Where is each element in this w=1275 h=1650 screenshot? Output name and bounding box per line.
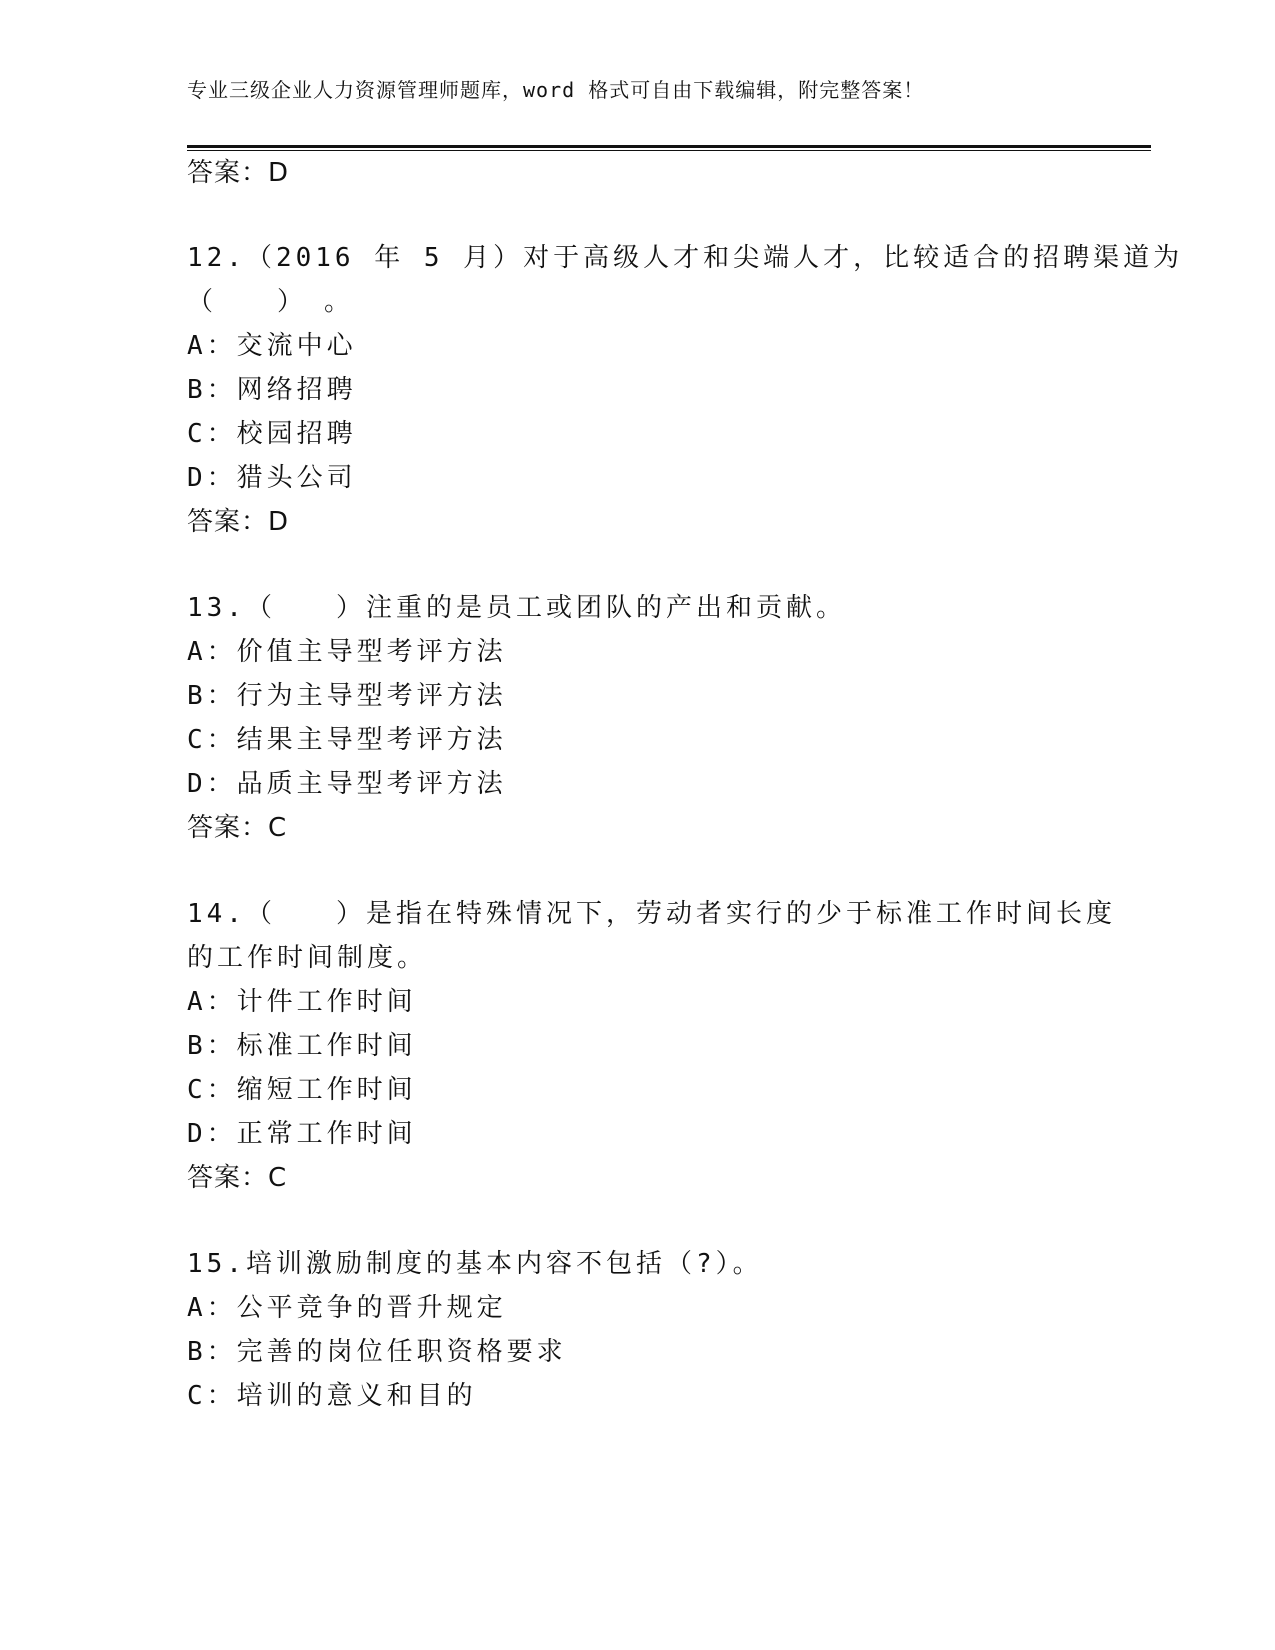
question-13-stem: 13.（ ）注重的是员工或团队的产出和贡献。 bbox=[187, 593, 846, 623]
question-12-answer: 答案：D bbox=[187, 507, 290, 537]
question-12-option-d: D：猎头公司 bbox=[187, 463, 357, 493]
question-12-stem-cont: （ ） 。 bbox=[187, 287, 355, 317]
question-14-option-b: B：标准工作时间 bbox=[187, 1031, 417, 1061]
question-15-option-b: B：完善的岗位任职资格要求 bbox=[187, 1337, 567, 1367]
question-14-option-a: A：计件工作时间 bbox=[187, 987, 417, 1017]
question-14-stem-cont: 的工作时间制度。 bbox=[187, 943, 428, 973]
question-14-answer: 答案：C bbox=[187, 1163, 288, 1193]
question-13-option-c: C：结果主导型考评方法 bbox=[187, 725, 507, 755]
question-15-option-a: A：公平竞争的晋升规定 bbox=[187, 1293, 507, 1323]
question-12-option-c: C：校园招聘 bbox=[187, 419, 357, 449]
page-header: 专业三级企业人力资源管理师题库，word 格式可自由下载编辑，附完整答案！ bbox=[187, 78, 925, 102]
question-14-option-c: C：缩短工作时间 bbox=[187, 1075, 417, 1105]
header-rule-thick bbox=[187, 145, 1151, 148]
question-15-option-c: C：培训的意义和目的 bbox=[187, 1381, 477, 1411]
question-13-option-b: B：行为主导型考评方法 bbox=[187, 681, 507, 711]
question-13-answer: 答案：C bbox=[187, 813, 288, 843]
question-12-option-a: A：交流中心 bbox=[187, 331, 357, 361]
question-12-option-b: B：网络招聘 bbox=[187, 375, 357, 405]
question-14-option-d: D：正常工作时间 bbox=[187, 1119, 417, 1149]
question-12-stem: 12.（2016 年 5 月）对于高级人才和尖端人才，比较适合的招聘渠道为 bbox=[187, 243, 1184, 273]
answer-previous: 答案：D bbox=[187, 158, 290, 188]
header-rule-thin bbox=[187, 150, 1151, 151]
question-14-stem: 14.（ ）是指在特殊情况下，劳动者实行的少于标准工作时间长度 bbox=[187, 899, 1116, 929]
question-13-option-d: D：品质主导型考评方法 bbox=[187, 769, 507, 799]
question-13-option-a: A：价值主导型考评方法 bbox=[187, 637, 507, 667]
question-15-stem: 15.培训激励制度的基本内容不包括（?）。 bbox=[187, 1249, 763, 1279]
